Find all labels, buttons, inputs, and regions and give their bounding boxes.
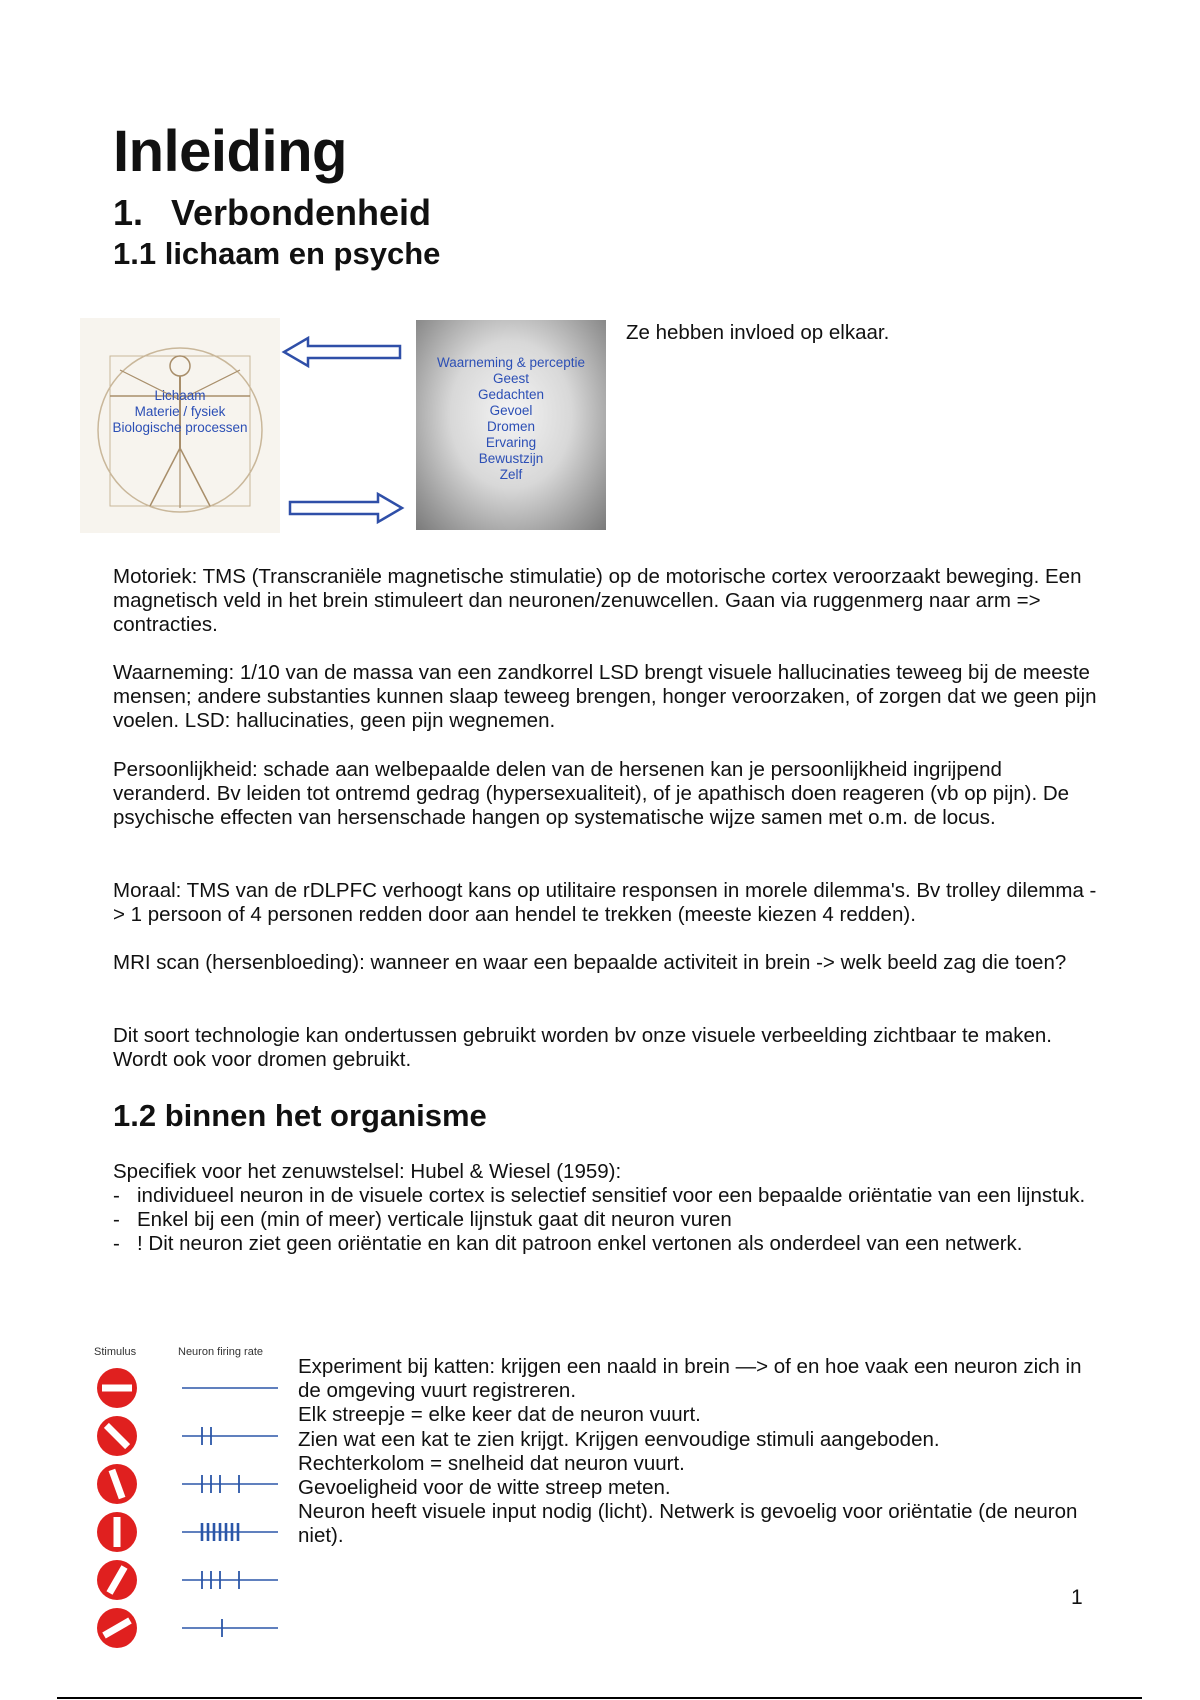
influence-note: Ze hebben invloed op elkaar. [626, 321, 890, 344]
experiment-line: Elk streepje = elke keer dat de neuron vuurt. [298, 1403, 701, 1427]
experiment-line: Rechterkolom = snelheid dat neuron vuurt. [298, 1451, 685, 1475]
list-item: - Enkel bij een (min of meer) verticale lijnstuk gaat dit neuron vuren [113, 1208, 1103, 1232]
experiment-line: Neuron heeft visuele input nodig (licht). Netwerk is gevoelig voor oriëntatie (de neuron niet). [298, 1500, 1078, 1548]
caption-experience: Ervaring [485, 435, 537, 450]
paragraph-moraal: Moraal: TMS van de rDLPFC verhoogt kans op utilitaire responsen in morele dilemma's. Bv trolley dilemma -> 1 persoon of 4 personen redden door aan hendel te trekken (meeste kiezen 4 redden). [113, 879, 1097, 927]
subsection-heading-1-1: 1.1 lichaam en psyche [113, 236, 441, 271]
paragraph-mri: MRI scan (hersenbloeding): wanneer en waar een bepaalde activiteit in brein -> welk beeld zag die toen? [113, 951, 1067, 974]
section-heading [113, 192, 431, 234]
section-number: 1. [113, 192, 144, 233]
caption-thoughts: Gedachten [477, 387, 545, 402]
page-title: Inleiding [113, 119, 347, 184]
stimulus-row [97, 1512, 278, 1552]
stimulus-row [97, 1464, 278, 1504]
psyche-captions [416, 355, 606, 483]
caption-matter: Materie / fysiek [134, 404, 226, 419]
bottom-rule [57, 1697, 1142, 1699]
stimulus-label: Stimulus [94, 1346, 137, 1358]
caption-body: Lichaam [154, 388, 206, 403]
arrow-left-icon [284, 338, 400, 366]
caption-consciousness: Bewustzijn [478, 451, 544, 466]
caption-bio: Biologische processen [112, 420, 248, 435]
stimulus-bar [114, 1517, 121, 1547]
arrows [280, 330, 410, 530]
section-title: Verbondenheid [171, 192, 432, 233]
subsection-heading-1-2: 1.2 binnen het organisme [113, 1098, 487, 1133]
caption-feeling: Gevoel [489, 403, 533, 418]
experiment-line: Gevoeligheid voor de witte streep meten. [298, 1476, 671, 1500]
psyche-figure [416, 320, 606, 530]
paragraph-technologie: Dit soort technologie kan ondertussen gebruikt worden bv onze visuele verbeelding zichtbaar te maken. Wordt ook voor dromen gebruikt. [113, 1024, 1052, 1072]
stimulus-bar [102, 1385, 132, 1392]
arrow-right-icon [290, 494, 402, 522]
experiment-line: Experiment bij katten: krijgen een naald in brein —> of en hoe vaak een neuron zich in de omgeving vuurt registreren. [298, 1355, 1082, 1403]
experiment-line: Zien wat een kat te zien krijgt. Krijgen eenvoudige stimuli aangeboden. [298, 1427, 940, 1451]
firing-rate-label: Neuron firing rate [178, 1346, 263, 1358]
caption-dreams: Dromen [486, 419, 535, 434]
experiment-description [298, 1355, 1098, 1549]
paragraph-persoonlijkheid: Persoonlijkheid: schade aan welbepaalde delen van de hersenen kan je persoonlijkheid ingrijpend veranderd. Bv leiden tot ontremd gedrag (hypersexualiteit), of je apathisch doen reageren (vb op pijn). De psychische effecten van hersenschade hangen op systematische wijze samen met o.m. de locus. [113, 758, 1070, 830]
orientation-experiment-figure [80, 1362, 290, 1662]
caption-self: Zelf [499, 467, 523, 482]
page-number: 1 [1071, 1586, 1083, 1609]
vitruvian-figure [80, 318, 280, 533]
stimulus-row [97, 1608, 278, 1648]
stimulus-row [97, 1416, 278, 1456]
organism-intro: Specifiek voor het zenuwstelsel: Hubel & Wiesel (1959): [113, 1160, 622, 1183]
body-captions [80, 388, 280, 436]
stimulus-row [97, 1560, 278, 1600]
caption-mind: Geest [492, 371, 530, 386]
list-item: - ! Dit neuron ziet geen oriëntatie en kan dit patroon enkel vertonen als onderdeel van een netwerk. [113, 1232, 1103, 1256]
stimulus-row [97, 1368, 278, 1408]
caption-perception: Waarneming & perceptie [436, 355, 586, 370]
paragraph-waarneming: Waarneming: 1/10 van de massa van een zandkorrel LSD brengt visuele hallucinaties teweeg bij de meeste mensen; andere substanties kunnen slaap teweeg brengen, honger veroorzaken, of zorgen dat we geen pijn voelen. LSD: hallucinaties, geen pijn wegnemen. [113, 661, 1097, 733]
list-item: - individueel neuron in de visuele cortex is selectief sensitief voor een bepaalde oriëntatie van een lijnstuk. [113, 1184, 1103, 1208]
organism-bullet-list [113, 1184, 1103, 1257]
paragraph-motoriek: Motoriek: TMS (Transcraniële magnetische stimulatie) op de motorische cortex veroorzaakt beweging. Een magnetisch veld in het brein stimuleert dan neuronen/zenuwcellen. Gaan via ruggenmerg naar arm => contracties. [113, 565, 1082, 637]
